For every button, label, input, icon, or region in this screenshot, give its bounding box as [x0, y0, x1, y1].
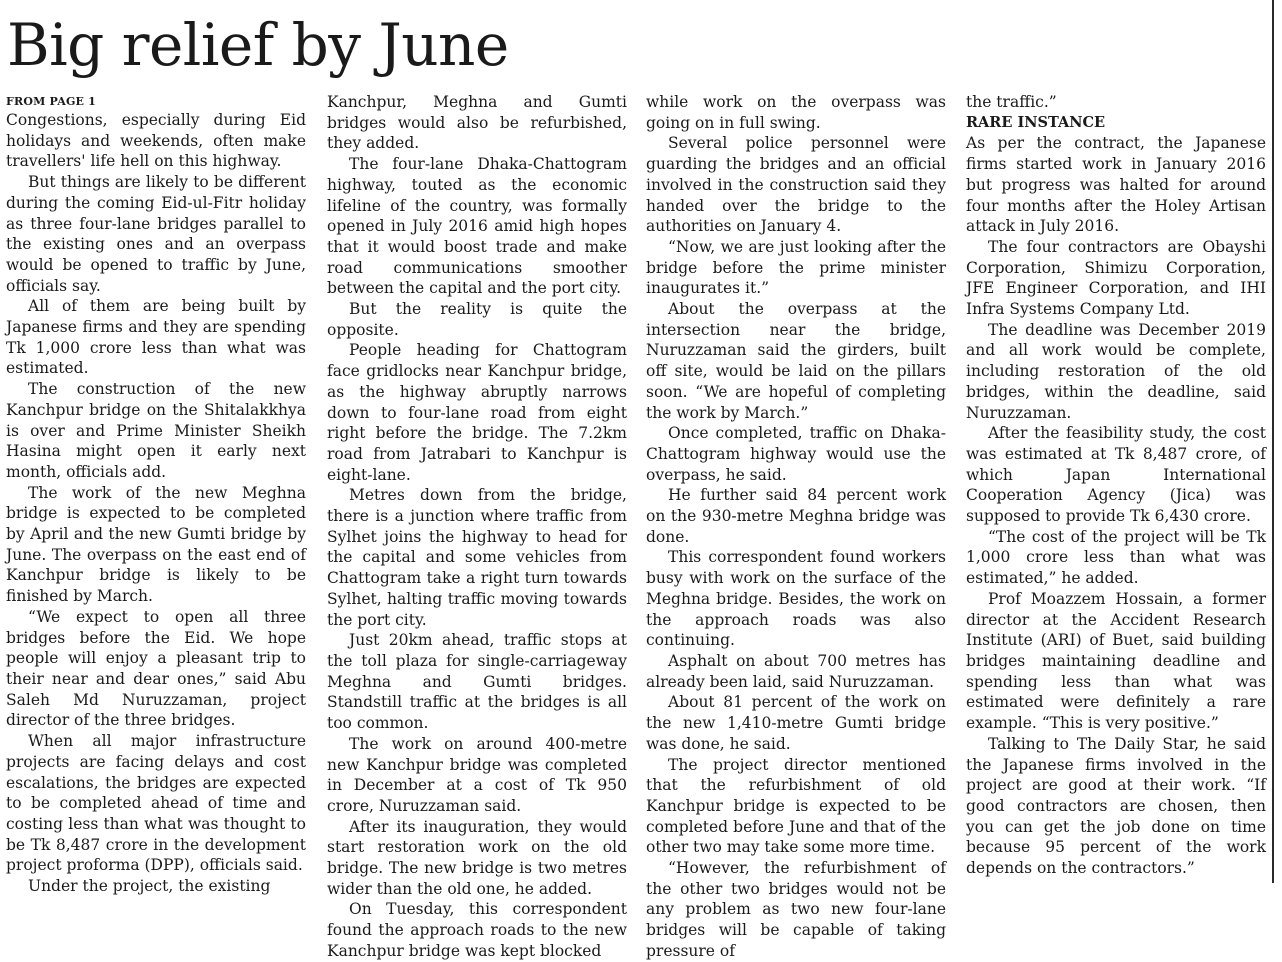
paragraph: The deadline was December 2019 and all work would be complete, including restoration of the old bridges, within the deadline, said Nuruzzaman.	[966, 320, 1266, 422]
paragraph: The construction of the new Kanchpur bridge on the Shitalakkhya is over and Prime Minister Sheikh Hasina might open it early next month, officials add.	[6, 380, 306, 481]
paragraph: Once completed, traffic on Dhaka-Chattogram highway would use the overpass, he said.	[646, 424, 946, 484]
paragraph: He further said 84 percent work on the 930-metre Meghna bridge was done.	[646, 486, 946, 546]
paragraph: On Tuesday, this correspondent found the approach roads to the new Kanchpur bridge was kept blocked	[327, 900, 627, 960]
paragraph: About the overpass at the intersection near the bridge, Nuruzzaman said the girders, built off site, would be laid on the pillars soon. “We are hopeful of completing the work by March.”	[646, 300, 946, 422]
paragraph: The four contractors are Obayshi Corporation, Shimizu Corporation, JFE Engineer Corporation, and IHI Infra Systems Company Ltd.	[966, 237, 1266, 319]
article-column-3	[646, 92, 946, 960]
paragraph: Metres down from the bridge, there is a junction where traffic from Sylhet joins the highway to head for the capital and some vehicles from Chattogram take a right turn towards Sylhet, halting traffic moving towards the port city.	[327, 486, 627, 629]
paragraph: while work on the overpass was going on in full swing.	[646, 93, 946, 132]
paragraph: Just 20km ahead, traffic stops at the toll plaza for single-carriageway Meghna and Gumti bridges. Standstill traffic at the bridges is all too common.	[327, 631, 627, 733]
paragraph: As per the contract, the Japanese firms started work in January 2016 but progress was halted for around four months after the Holey Artisan attack in July 2016.	[966, 134, 1266, 236]
paragraph: Asphalt on about 700 metres has already been laid, said Nuruzzaman.	[646, 651, 946, 691]
paragraph: All of them are being built by Japanese firms and they are spending Tk 1,000 crore less than what was estimated.	[6, 297, 306, 378]
paragraph: “The cost of the project will be Tk 1,000 crore less than what was estimated,” he added.	[966, 527, 1266, 588]
paragraph: Congestions, especially during Eid holidays and weekends, often make travellers' life hell on this highway.	[6, 111, 306, 171]
paragraph: The four-lane Dhaka-Chattogram highway, touted as the economic lifeline of the country, was formally opened in July 2016 amid high hopes that it would boost trade and make road communications smoother between the capital and the port city.	[327, 155, 627, 298]
paragraph: The work of the new Meghna bridge is expected to be completed by April and the new Gumti bridge by June. The overpass on the east end of Kanchpur bridge is likely to be finished by March.	[6, 483, 306, 606]
paragraph: the traffic.”	[966, 93, 1057, 111]
paragraph: Kanchpur, Meghna and Gumti bridges would also be refurbished, they added.	[327, 93, 627, 153]
paragraph: But the reality is quite the opposite.	[327, 300, 627, 339]
subheading: RARE INSTANCE	[966, 113, 1106, 131]
paragraph: After the feasibility study, the cost was estimated at Tk 8,487 crore, of which Japan International Cooperation Agency (Jica) was supposed to provide Tk 6,430 crore.	[966, 424, 1266, 526]
paragraph: When all major infrastructure projects are facing delays and cost escalations, the bridges are expected to be completed ahead of time and costing less than what was thought to be Tk 8,487 crore in the development project proforma (DPP), officials said.	[6, 732, 306, 875]
article-column-2	[327, 92, 627, 960]
paragraph: The work on around 400-metre new Kanchpur bridge was completed in December at a cost of Tk 950 crore, Nuruzzaman said.	[327, 734, 627, 815]
paragraph: Several police personnel were guarding the bridges and an official involved in the construction said they handed over the bridge to the authorities on January 4.	[646, 134, 946, 236]
article-column-4	[966, 92, 1266, 882]
column-rule	[1272, 0, 1274, 883]
paragraph: “However, the refurbishment of the other two bridges would not be any problem as two new four-lane bridges will be capable of taking pressure of	[646, 859, 946, 960]
headline: Big relief by June	[7, 11, 509, 79]
paragraph: “We expect to open all three bridges before the Eid. We hope people will enjoy a pleasant trip to their near and dear ones,” said Abu Saleh Md Nuruzzaman, project director of the three bridges.	[6, 607, 306, 730]
paragraph: People heading for Chattogram face gridlocks near Kanchpur bridge, as the highway abruptly narrows down to four-lane road from eight right before the bridge. The 7.2km road from Jatrabari to Kanchpur is eight-lane.	[327, 341, 627, 484]
paragraph: After its inauguration, they would start restoration work on the old bridge. The new bridge is two metres wider than the old one, he added.	[327, 817, 627, 898]
paragraph: Talking to The Daily Star, he said the Japanese firms involved in the project are good at their work. “If good contractors are chosen, then you can get the job done on time because 95 percent of the work depends on the contractors.”	[966, 734, 1266, 878]
paragraph: Prof Moazzem Hossain, a former director at the Accident Research Institute (ARI) of Buet, said building bridges maintaining deadline and spending less than what was estimated were definitely a rare example. “This is very positive.”	[966, 589, 1266, 733]
paragraph: “Now, we are just looking after the bridge before the prime minister inaugurates it.”	[646, 237, 946, 298]
paragraph: But things are likely to be different during the coming Eid-ul-Fitr holiday as three four-lane bridges parallel to the existing ones and an overpass would be opened to traffic by June, officials say.	[6, 173, 306, 295]
paragraph: This correspondent found workers busy with work on the surface of the Meghna bridge. Besides, the work on the approach roads was also continuing.	[646, 548, 946, 650]
kicker: FROM PAGE 1	[6, 95, 97, 108]
paragraph: Under the project, the existing	[28, 877, 271, 896]
paragraph: The project director mentioned that the refurbishment of old Kanchpur bridge is expected to be completed before June and that of the other two may take some more time.	[646, 755, 946, 857]
article-column-1	[6, 92, 306, 896]
paragraph: About 81 percent of the work on the new 1,410-metre Gumti bridge was done, he said.	[646, 693, 946, 753]
